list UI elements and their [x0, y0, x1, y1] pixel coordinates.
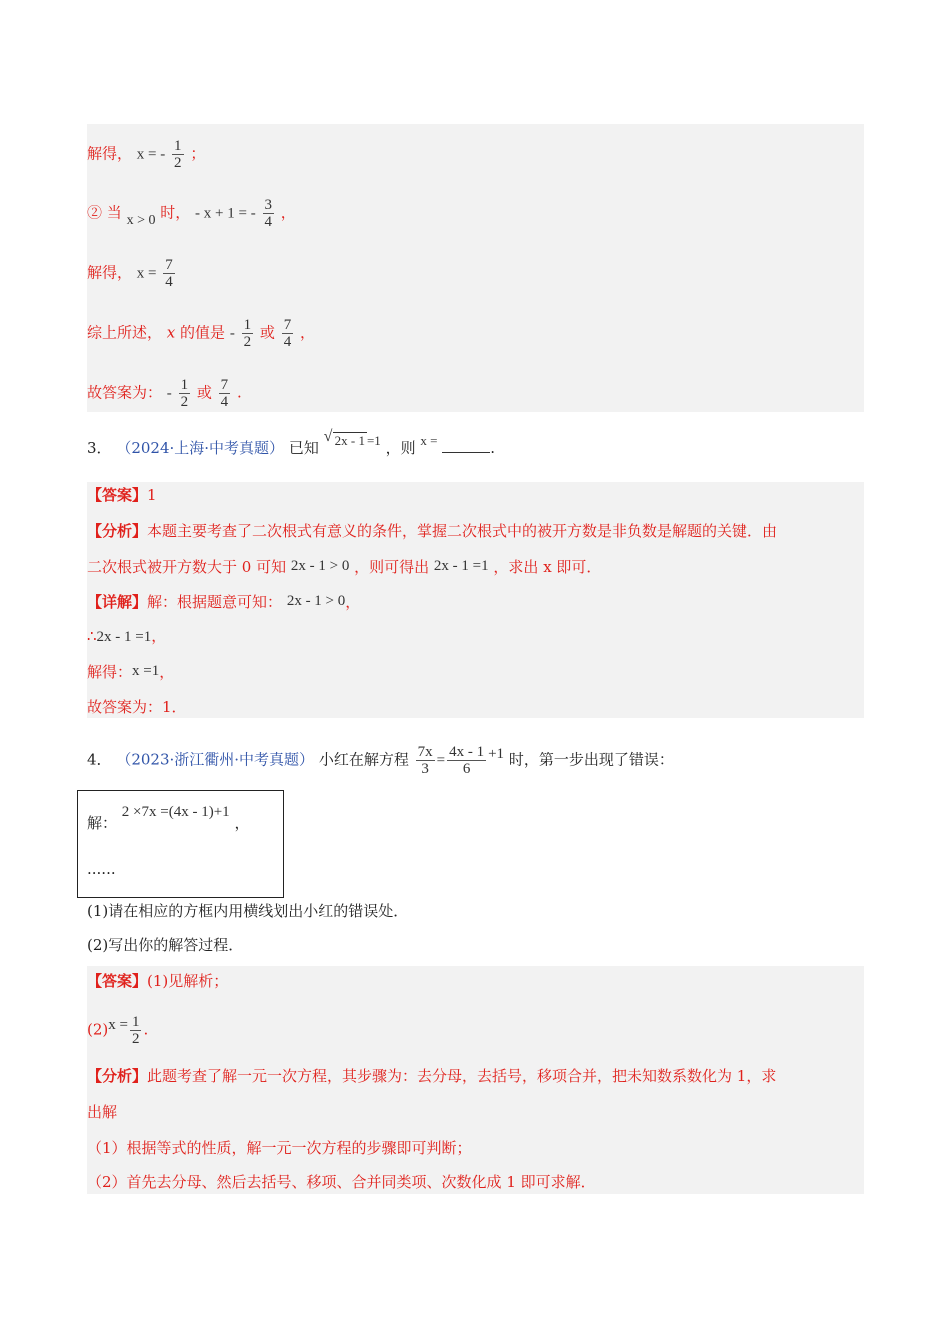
solution-line-4: 综上所述， x 的值是 - $\frac{1}{2}$ 或 $\frac{7}{4}$ ， [87, 317, 315, 350]
solution-line-1: 解得， x = - $\frac{1}{2}$ ； [87, 138, 206, 171]
solution-line-5: 故答案为： - $\frac{1}{2}$ 或 $\frac{7}{4}$ . [87, 377, 242, 410]
analysis-4-line-3: （1）根据等式的性质，解一元一次方程的步骤即可判断； [87, 1139, 472, 1157]
analysis-4-line-4: （2）首先去分母、然后去括号、移项、合并同类项、次数化成 1 即可求解． [87, 1173, 596, 1191]
question-3: 3． （2024·上海·中考真题） 已知 √ 2x - 1 =1 ，则 x = . [87, 428, 496, 457]
analysis-4-line-2: 出解 [87, 1103, 118, 1121]
fraction: $\frac{1}{2}$ [174, 138, 182, 171]
answer-blank [442, 438, 490, 453]
sqrt-expression: √ 2x - 1 [323, 428, 365, 448]
fraction: $\frac{3}{4}$ [264, 197, 272, 230]
detail-3-line-1: 【详解】解：根据题意可知： 2x - 1 > 0， [87, 593, 361, 611]
analysis-3-line-1: 【分析】本题主要考查了二次根式有意义的条件，掌握二次根式中的被开方数是非负数是解题的关键．由 [87, 522, 778, 540]
fraction: $\frac{4x - 1}{6}$ [449, 744, 485, 777]
question-source: （2024·上海·中考真题） [116, 439, 285, 457]
answer-4-line-1: 【答案】(1)见解析； [87, 972, 229, 990]
box-line-1: 解： 2 ×7x =(4x - 1)+1 ， [87, 804, 250, 832]
analysis-3-line-2: 二次根式被开方数大于 0 可知 2x - 1 > 0 ，则可得出 2x - 1 =1 ，求出 x 即可． [87, 558, 602, 576]
analysis-4-line-1: 【分析】此题考查了解一元一次方程，其步骤为：去分母，去括号，移项合并，把未知数系数化为 1，求 [87, 1067, 777, 1085]
detail-3-line-2: ∴2x - 1 =1， [87, 627, 167, 645]
question-4-part-1: (1)请在相应的方框内用横线划出小红的错误处． [87, 902, 409, 920]
answer-4-line-2: (2)x = $\frac{1}{2}$ . [87, 1014, 149, 1047]
answer-3: 【答案】1 [87, 486, 157, 504]
detail-3-line-3: 解得：x =1， [87, 663, 175, 681]
fraction: $\frac{1}{2}$ [243, 317, 252, 350]
question-4: 4． （2023·浙江衢州·中考真题） 小红在解方程 $\frac{7x}{3}$ = $\frac{4x - 1}{6}$ +1 时，第一步出现了错误： [87, 744, 674, 777]
fraction: $\frac{7}{4}$ [283, 317, 292, 350]
box-line-2: ...... [87, 860, 116, 878]
fraction: $\frac{7}{4}$ [220, 377, 229, 410]
question-4-part-2: (2)写出你的解答过程． [87, 936, 244, 954]
fraction: $\frac{1}{2}$ [180, 377, 189, 410]
detail-3-line-4: 故答案为：1． [87, 698, 187, 716]
fraction: $\frac{7x}{3}$ [417, 744, 433, 777]
fraction: $\frac{7}{4}$ [165, 257, 173, 290]
fraction: $\frac{1}{2}$ [131, 1014, 140, 1047]
solution-line-2: ② 当 x > 0 时， - x + 1 = - $\frac{3}{4}$ ， [87, 197, 296, 230]
question-source: （2023·浙江衢州·中考真题） [116, 750, 315, 769]
solution-line-3: 解得， x = $\frac{7}{4}$ [87, 257, 173, 290]
